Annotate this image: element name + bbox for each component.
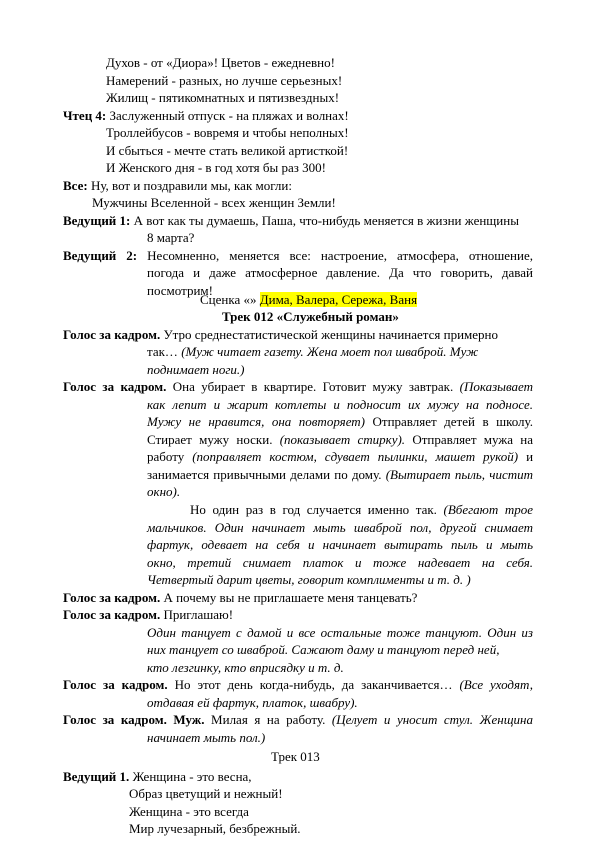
voice-line bbox=[147, 431, 533, 449]
track-title: Трек 013 bbox=[271, 749, 320, 765]
dialogue-text: Она убирает в квартире. Готовит мужу завтрак. bbox=[172, 379, 454, 395]
dialogue-text: Отправляет детей в школу. bbox=[372, 414, 533, 430]
poem-line: И Женского дня - в год хотя бы раз 300! bbox=[106, 160, 326, 176]
dialogue-text: занимается привычными делами по дому. bbox=[147, 466, 382, 482]
stage-direction: Четвертый дарит цветы, говорит комплименты и т. д. ) bbox=[147, 572, 471, 588]
dialogue-text: Утро среднестатистической женщины начинается примерно bbox=[163, 326, 498, 342]
poem-line: Женщина - это весна, bbox=[132, 768, 252, 784]
poem-line: Женщина - это всегда bbox=[129, 803, 249, 819]
voice-line bbox=[147, 466, 533, 484]
stage-direction: них танцует со шваброй. Сажают даму и танцуют перед ней, bbox=[147, 642, 500, 658]
stage-direction: (Вытирает пыль, чистит bbox=[385, 466, 533, 482]
scene-title bbox=[200, 291, 417, 309]
stage-direction: окно, третий снимает платок и тоже надевает на себя. bbox=[147, 554, 533, 570]
stage-direction: поднимает ноги.) bbox=[147, 361, 245, 377]
stage-direction: (Показывает bbox=[459, 379, 534, 395]
dialogue-text: Но один раз в год случается именно так. bbox=[190, 502, 437, 518]
poem-line: Духов - от «Диора»! Цветов - ежедневно! bbox=[106, 55, 335, 70]
dialogue-text: и bbox=[526, 449, 534, 465]
voice-line bbox=[147, 343, 478, 361]
stage-direction: как лепит и жарит котлеты и подносит их мужу на подносе. bbox=[147, 396, 533, 412]
poem-line: Образ цветущий и нежный! bbox=[129, 786, 283, 802]
voice-line bbox=[63, 326, 498, 344]
poem-line: Намерений - разных, но лучше серьезных! bbox=[106, 72, 343, 88]
voice-line bbox=[63, 589, 417, 607]
voice-line bbox=[63, 378, 533, 396]
host1-poem-line bbox=[63, 768, 252, 786]
stage-direction: (Целует и уносит стул. Женщина bbox=[331, 712, 534, 728]
dialogue-text: Милая я на работу. bbox=[211, 712, 326, 728]
dialogue-text: А вот как ты думаешь, Паша, что-нибудь меняется в жизни женщины bbox=[133, 212, 519, 228]
stage-direction: Один танцует с дамой и все остальные тоже танцуют. Один из bbox=[147, 624, 533, 640]
scene-prefix: Сценка «» bbox=[200, 291, 260, 307]
speaker-label: Голос за кадром. bbox=[63, 379, 167, 395]
stage-direction: (Муж читает газету. Жена моет пол шваброй. Муж bbox=[181, 344, 479, 360]
dialogue-text: так… bbox=[147, 344, 178, 360]
speaker-label: Голос за кадром. bbox=[63, 589, 161, 605]
stage-direction: фартук, одевает на себя и начинает вытирать пыль и мыть bbox=[147, 537, 533, 553]
dialogue-text: погода и даже атмосферное давление. Да что говорить, давай bbox=[147, 265, 533, 281]
voice-line bbox=[147, 413, 533, 431]
dialogue-text: А почему вы не приглашаете меня танцевать? bbox=[163, 589, 418, 605]
poem-line: И сбыться - мечте стать великой артисткой! bbox=[106, 142, 349, 158]
scene-cast-highlight: Дима, Валера, Сережа, Ваня bbox=[259, 291, 418, 307]
dialogue-text: Несомненно, меняется все: настроение, атмосфера, отношение, bbox=[147, 247, 533, 263]
dialogue-text: посмотрим! bbox=[147, 282, 213, 298]
poem-line: Жилищ - пятикомнатных и пятизвездных! bbox=[106, 90, 340, 106]
poem-line: Мужчины Вселенной - всех женщин Земли! bbox=[92, 195, 336, 211]
stage-direction: начинает мыть пол.) bbox=[147, 729, 266, 745]
dialogue-text: работу bbox=[147, 449, 185, 465]
stage-direction: (Все уходят, bbox=[459, 677, 534, 693]
speaker-label: Голос за кадром. bbox=[63, 607, 161, 623]
dialogue-text: Стирает мужу носки. bbox=[147, 431, 273, 447]
speaker-label: Все: bbox=[63, 177, 88, 193]
stage-direction: мальчиков. Один начинает мыть шваброй пол, другой снимает bbox=[147, 519, 533, 535]
host1-question bbox=[63, 212, 519, 230]
speaker-label: Ведущий 1: bbox=[63, 212, 131, 228]
voice-line bbox=[147, 448, 533, 466]
all-line bbox=[63, 177, 292, 195]
stage-direction: Мужу не нравится, она повторяет) bbox=[147, 414, 366, 430]
stage-direction: кто лезгинку, кто вприсядку и т. д. bbox=[147, 659, 344, 675]
speaker-label: Голос за кадром. bbox=[63, 326, 161, 342]
dialogue-text: Но этот день когда-нибудь, да заканчивается… bbox=[174, 677, 453, 693]
dialogue-text: Приглашаю! bbox=[163, 607, 234, 623]
voice-line bbox=[63, 711, 533, 729]
stage-direction: окно). bbox=[147, 484, 181, 500]
speaker-label: Ведущий 2: bbox=[63, 247, 138, 263]
dialogue-text: 8 марта? bbox=[147, 230, 195, 246]
dialogue-text: Отправляет мужа на bbox=[412, 431, 534, 447]
poem-line: Ну, вот и поздравили мы, как могли: bbox=[90, 177, 292, 193]
speaker-label: Ведущий 1. bbox=[63, 768, 130, 784]
voice-line bbox=[63, 676, 533, 694]
track-title: Трек 012 «Служебный роман» bbox=[222, 309, 399, 325]
stage-direction: (Вбегают трое bbox=[443, 502, 533, 518]
stage-direction: (показывает стирку). bbox=[279, 431, 406, 447]
stage-direction: (поправляет костюм, сдувает пылинки, машет рукой) bbox=[192, 449, 519, 465]
speaker-label: Голос за кадром. Муж. bbox=[63, 712, 205, 728]
poem-line: Мир лучезарный, безбрежный. bbox=[129, 821, 301, 837]
stage-direction: отдавая ей фартук, платок, швабру). bbox=[147, 694, 358, 710]
speaker-label: Чтец 4: bbox=[63, 107, 107, 123]
reader4-line bbox=[63, 107, 349, 125]
speaker-label: Голос за кадром. bbox=[63, 677, 168, 693]
voice-line bbox=[63, 606, 233, 624]
host2-answer bbox=[63, 247, 533, 265]
poem-line: Троллейбусов - вовремя и чтобы неполных! bbox=[106, 125, 349, 141]
voice-line bbox=[190, 501, 533, 519]
poem-line: Заслуженный отпуск - на пляжах и волнах! bbox=[109, 107, 349, 123]
